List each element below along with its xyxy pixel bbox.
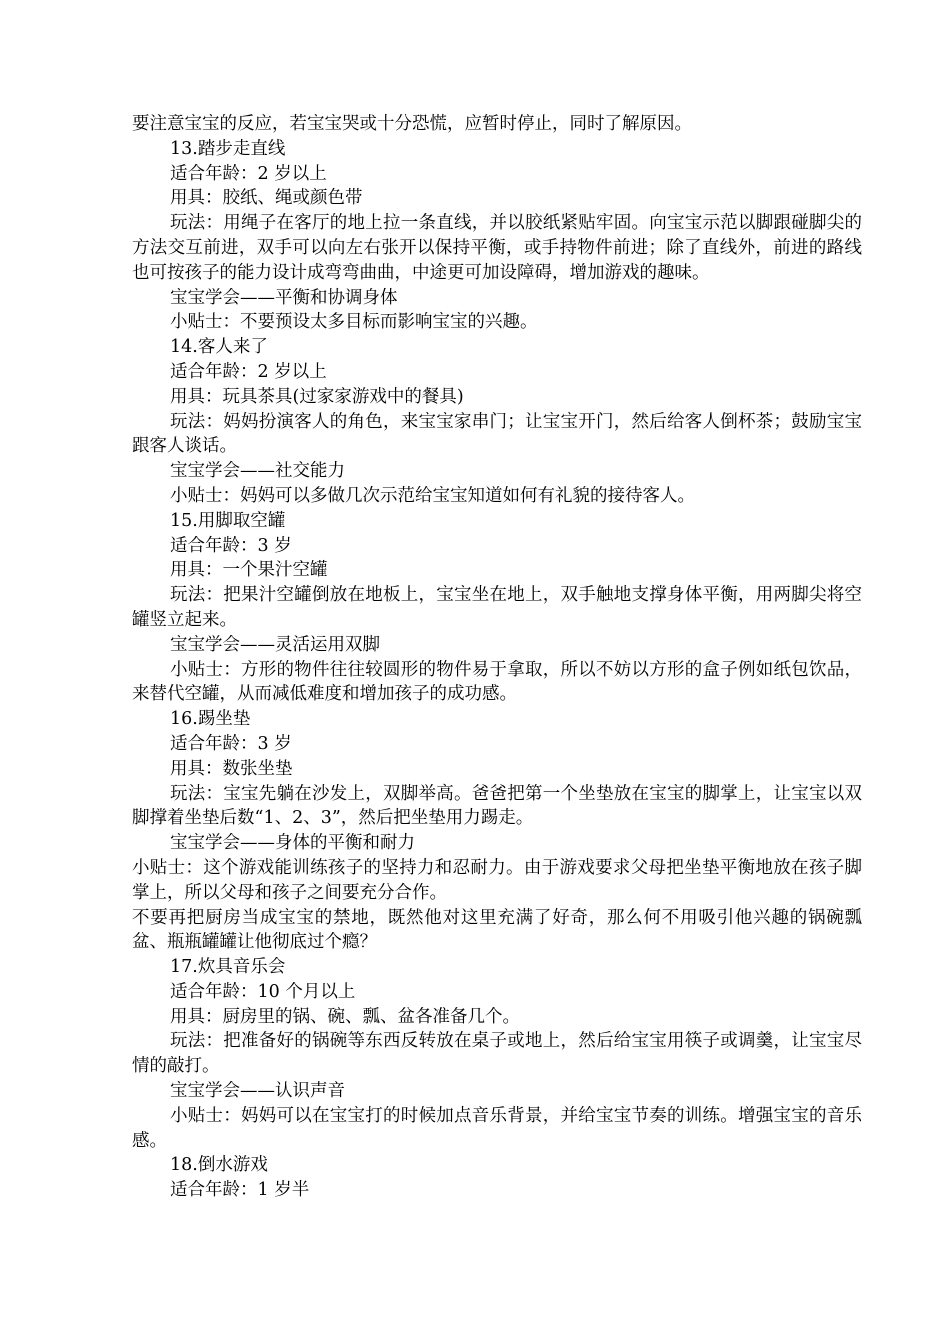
para-7: 14.客人来了 xyxy=(170,337,268,358)
para-19: 16.踢坐垫 xyxy=(170,709,251,730)
para-11: 宝宝学会——社交能力 xyxy=(170,461,345,482)
para-27: 适合年龄：10 个月以上 xyxy=(170,981,356,1002)
para-4: 玩法：用绳子在客厅的地上拉一条直线，并以胶纸紧贴牢固。向宝宝示范以脚跟碰脚尖的方法交互前进，双手可以向左右张开以保持平衡，或手持物件前进；除了直线外，前进的路线也可按孩子的能力设计成弯弯曲曲，中途更可加设障碍，增加游戏的趣味。 xyxy=(132,213,862,283)
document-body xyxy=(132,112,862,1203)
para-29: 玩法：把准备好的锅碗等东西反转放在桌子或地上，然后给宝宝用筷子或调羹，让宝宝尽情的敲打。 xyxy=(132,1031,862,1077)
para-31: 小贴士：妈妈可以在宝宝打的时候加点音乐背景，并给宝宝节奏的训练。增强宝宝的音乐感。 xyxy=(132,1105,862,1151)
para-15: 用具：一个果汁空罐 xyxy=(170,560,328,581)
para-16: 玩法：把果汁空罐倒放在地板上，宝宝坐在地上，双手触地支撑身体平衡，用两脚尖将空罐竖立起来。 xyxy=(132,585,862,630)
para-21: 用具：数张坐垫 xyxy=(170,758,293,779)
para-28: 用具：厨房里的锅、碗、瓢、盆各准备几个。 xyxy=(170,1006,520,1027)
para-5: 宝宝学会——平衡和协调身体 xyxy=(170,287,398,308)
para-10: 玩法：妈妈扮演客人的角色，来宝宝家串门；让宝宝开门，然后给客人倒杯茶；鼓励宝宝跟客人谈话。 xyxy=(132,411,862,457)
para-2: 适合年龄：2 岁以上 xyxy=(170,163,327,184)
para-13: 15.用脚取空罐 xyxy=(170,510,286,531)
para-22: 玩法：宝宝先躺在沙发上，双脚举高。爸爸把第一个坐垫放在宝宝的脚掌上，让宝宝以双脚撑着坐垫后数“1、2、3”，然后把坐垫用力踢走。 xyxy=(132,783,862,829)
para-24: 小贴士：这个游戏能训练孩子的坚持力和忍耐力。由于游戏要求父母把坐垫平衡地放在孩子脚掌上，所以父母和孩子之间要充分合作。 xyxy=(132,857,862,903)
para-18: 小贴士：方形的物件往往较圆形的物件易于拿取，所以不妨以方形的盒子例如纸包饮品，来替代空罐，从而减低难度和增加孩子的成功感。 xyxy=(132,659,862,705)
para-25: 不要再把厨房当成宝宝的禁地，既然他对这里充满了好奇，那么何不用吸引他兴趣的锅碗瓢盆、瓶瓶罐罐让他彻底过个瘾？ xyxy=(132,907,862,953)
para-30: 宝宝学会——认识声音 xyxy=(170,1081,345,1102)
para-3: 用具：胶纸、绳或颜色带 xyxy=(170,188,363,209)
para-17: 宝宝学会——灵活运用双脚 xyxy=(170,634,380,655)
para-32: 18.倒水游戏 xyxy=(170,1155,268,1176)
para-8: 适合年龄：2 岁以上 xyxy=(170,361,327,382)
para-0: 要注意宝宝的反应，若宝宝哭或十分恐慌，应暂时停止，同时了解原因。 xyxy=(132,114,692,134)
para-6: 小贴士：不要预设太多目标而影响宝宝的兴趣。 xyxy=(170,312,538,333)
para-20: 适合年龄：3 岁 xyxy=(170,733,292,754)
para-12: 小贴士：妈妈可以多做几次示范给宝宝知道如何有礼貌的接待客人。 xyxy=(170,485,695,506)
para-1: 13.踏步走直线 xyxy=(170,138,286,159)
para-14: 适合年龄：3 岁 xyxy=(170,535,292,556)
para-23: 宝宝学会——身体的平衡和耐力 xyxy=(170,833,415,854)
para-33: 适合年龄：1 岁半 xyxy=(170,1180,310,1201)
para-26: 17.炊具音乐会 xyxy=(170,957,286,978)
para-9: 用具：玩具茶具(过家家游戏中的餐具) xyxy=(170,386,464,407)
